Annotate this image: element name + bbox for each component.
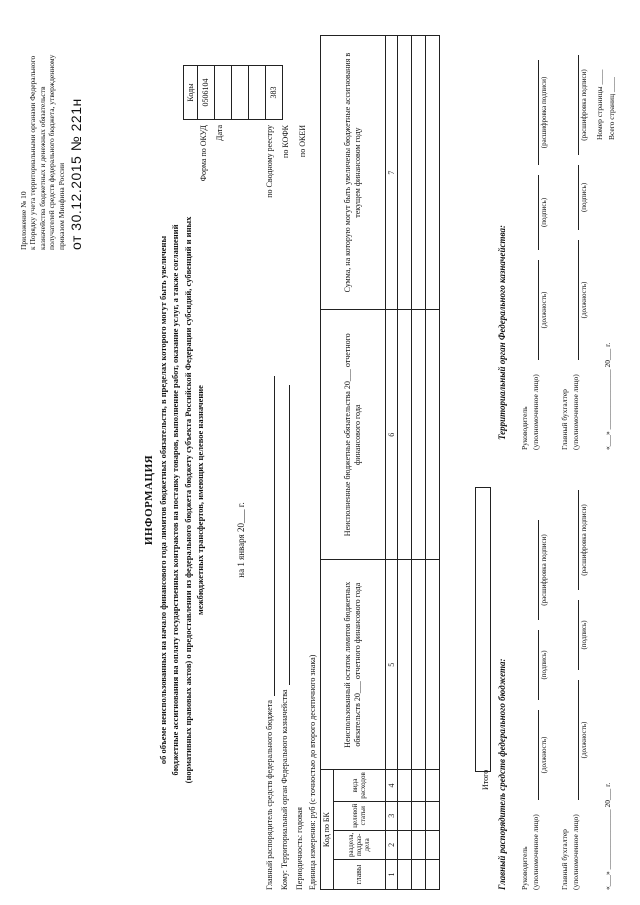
code-date: [215, 66, 232, 120]
meta-unit: [308, 655, 318, 890]
table-row: [412, 36, 426, 890]
appendix-line: Приложение № 10: [19, 191, 28, 250]
left-acc-cap-decode: (расшифровка подписи): [580, 504, 588, 576]
left-acc-sign-line: [569, 600, 579, 670]
right-acc-cap-pos: (должность): [580, 281, 588, 319]
form-sheet: [15, 30, 625, 890]
title-line: межбюджетных трансфертов, имеющих целевое назначение: [194, 385, 205, 615]
left-head-decode-line: [529, 520, 539, 620]
meta-grbs: [265, 376, 275, 890]
right-acc-cap-sign: (подпись): [580, 182, 588, 213]
left-acc-pos-line: [569, 680, 579, 800]
meta-grbs-label: Главный распорядитель средств федерального бюджета: [265, 700, 274, 890]
pages-total: Всего страниц ____: [607, 77, 616, 140]
codes-header: Коды: [184, 66, 198, 120]
col-num: 5: [385, 560, 398, 770]
appendix-note: [19, 35, 85, 250]
appendix-line: к Порядку учета территориальными органами Федерального: [28, 55, 38, 250]
right-acc-sub: (уполномоченное лицо): [571, 374, 580, 450]
right-head-pos-line: [529, 260, 539, 360]
left-head-sign-line: [529, 630, 539, 700]
kod-bk-header: Код по БК: [321, 770, 334, 890]
left-sign-heading: Главный распорядитель средств федерального бюджета:: [497, 658, 507, 890]
main-table: [320, 35, 440, 890]
right-cap-decode: (расшифровка подписи): [540, 76, 548, 149]
meta-period: Периодичность: годовая: [295, 807, 304, 890]
left-head-label: Руководитель: [520, 846, 529, 890]
title-line: бюджетные ассигнования на оплату государственных контрактов на поставку товаров, выполнение работ, оказание услуг, а также соглашений: [170, 224, 181, 776]
right-date: «___» ________________ 20___ г.: [603, 342, 612, 450]
table-row: [398, 36, 412, 890]
right-sign-heading: Территориальный орган Федерального казначейства:: [497, 225, 507, 440]
codes-table: [183, 65, 283, 120]
right-cap-pos: (должность): [540, 291, 548, 329]
code-label: Форма по ОКУД: [199, 125, 208, 182]
meta-to-label: Кому: Территориальный орган Федерального казначейства: [280, 689, 289, 890]
meta-to: [280, 386, 290, 891]
col6-header: Неисполненные бюджетные обязательства 20___ отчетного финансового года: [321, 310, 386, 560]
col-stat-header: целевой статьи: [333, 801, 385, 830]
page-number-label: Номер страницы: [595, 86, 604, 140]
meta-to-line: [281, 386, 290, 686]
right-head-sub: (уполномоченное лицо): [531, 374, 540, 450]
appendix-line: казначейства бюджетных и денежных обязательств: [37, 86, 47, 250]
code-kofk: [249, 66, 266, 120]
left-acc-cap-pos: (должность): [580, 721, 588, 759]
right-head-label: Руководитель: [520, 406, 529, 450]
pages-total-label: Всего страниц: [607, 93, 616, 140]
right-head-sign-line: [529, 175, 539, 250]
code-okei: 383: [266, 66, 283, 120]
right-cap-sign: (подпись): [540, 197, 548, 228]
col7-header: Сумма, на которую могут быть увеличены бюджетные ассигнования в текущем финансовом году: [321, 36, 386, 310]
left-acc-label: Главный бухгалтер: [560, 829, 569, 890]
right-acc-pos-line: [569, 240, 579, 360]
col-glava-header: главы: [333, 860, 385, 890]
title-main: ИНФОРМАЦИЯ: [143, 454, 155, 546]
left-acc-sub: (уполномоченное лицо): [571, 814, 580, 890]
right-acc-cap-decode: (расшифровка подписи): [580, 69, 588, 141]
code-label: по КОФК: [281, 125, 290, 158]
col-num: 1: [385, 860, 398, 890]
order-date: от 30.12.2015 № 221н: [67, 98, 84, 250]
meta-unit-label: Единица измерения: руб (с точностью до второго десятичного знака): [308, 654, 317, 890]
col-num: 2: [385, 830, 398, 859]
appendix-line: получателей средств федерального бюджета, утвержденному: [47, 54, 57, 250]
report-date: на 1 января 20___ г.: [236, 502, 246, 578]
document-title: [143, 190, 205, 810]
code-okud: 0506104: [198, 66, 215, 120]
total-box: [475, 487, 491, 772]
title-line: (нормативных правовых актов) о предоставлении из федерального бюджета бюджету субъекта Российской Федерации субсидий, субвенций и иных: [182, 216, 193, 784]
page-number: Номер страницы ____: [595, 69, 604, 140]
appendix-line: приказом Минфина России: [56, 162, 66, 250]
right-acc-label: Главный бухгалтер: [560, 389, 569, 450]
col-num: 7: [385, 36, 398, 310]
left-cap-sign: (подпись): [540, 650, 548, 680]
left-cap-decode: (расшифровка подписи): [540, 534, 548, 606]
meta-grbs-line: [266, 376, 275, 696]
right-head-decode-line: [529, 60, 539, 165]
col5-header: Неиспользованный остаток лимитов бюджетных обязательств 20___ отчетного финансового года: [321, 560, 386, 770]
right-acc-sign-line: [569, 165, 579, 230]
left-head-pos-line: [529, 710, 539, 800]
code-label: по ОКЕИ: [298, 125, 307, 158]
code-label: по Сводному реестру: [265, 125, 274, 198]
total-label: Итого: [481, 769, 490, 790]
title-line: об объеме неиспользованных на начало финансового года лимитов бюджетных обязательств, в пределах которого могут быть увеличены: [158, 235, 169, 765]
left-acc-decode-line: [569, 490, 579, 590]
code-svod: [232, 66, 249, 120]
col-vid-header: вида расходов: [333, 770, 385, 802]
col-num: 3: [385, 801, 398, 830]
col-razdel-header: раздела, подраз-дела: [333, 830, 385, 859]
left-head-sub: (уполномоченное лицо): [531, 814, 540, 890]
table-row: [426, 36, 440, 890]
col-num: 6: [385, 310, 398, 560]
left-acc-cap-sign: (подпись): [580, 620, 588, 650]
right-acc-decode-line: [569, 55, 579, 155]
left-date: «___» ________________ 20___ г.: [603, 782, 612, 890]
code-label: Дата: [215, 125, 224, 141]
left-cap-pos: (должность): [540, 736, 548, 774]
col-num: 4: [385, 770, 398, 802]
